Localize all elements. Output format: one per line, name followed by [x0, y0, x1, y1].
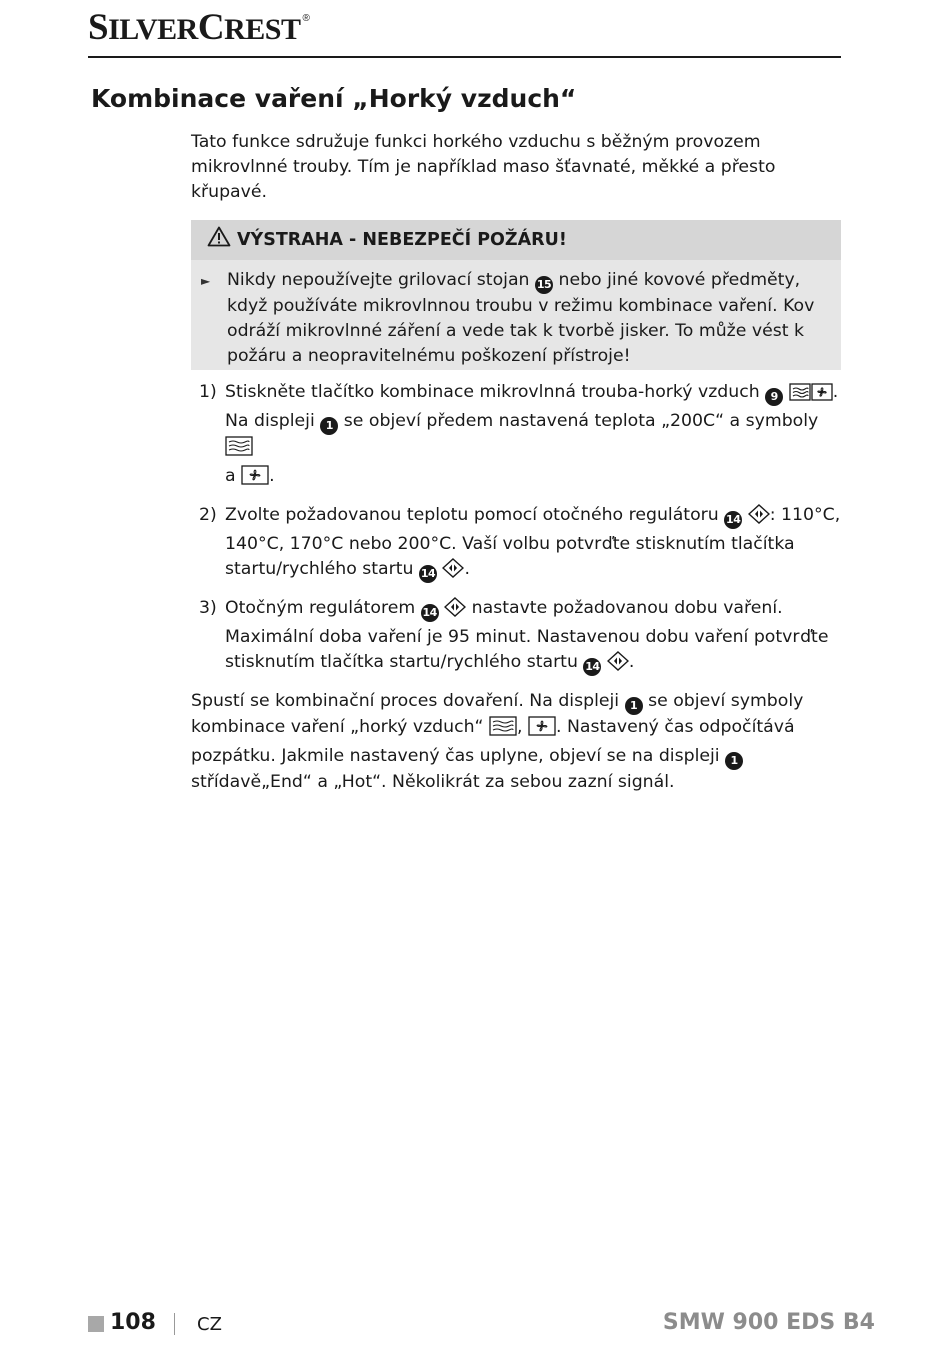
- warning-header: [191, 220, 841, 260]
- fan-icon: [811, 383, 833, 409]
- dial-icon: [748, 504, 770, 532]
- step-text: Otočným regulátorem 14 nastavte požadovanou dobu vaření. Maximální doba vaření je 95 minut. Nastavenou dobu vaření potvrďte stisknutím tlačítka startu/rychlého startu 14 .: [225, 596, 841, 679]
- step-number: 2): [199, 505, 217, 525]
- warning-title: VÝSTRAHA - NEBEZPEČÍ POŽÁRU!: [237, 229, 567, 250]
- ref-badge: 14: [421, 604, 439, 622]
- dial-icon: [442, 558, 464, 586]
- ref-badge: 9: [765, 388, 783, 406]
- list-item: [191, 596, 841, 679]
- brand-logo: SILVERCREST ®: [88, 7, 310, 48]
- microwave-wave-icon: [225, 436, 253, 464]
- fan-icon: [528, 716, 556, 744]
- language-code: CZ: [197, 1314, 222, 1335]
- header-rule: [88, 56, 841, 58]
- step-number: 1): [199, 382, 217, 402]
- footer-square: [88, 1316, 104, 1332]
- warning-text: Nikdy nepoužívejte grilovací stojan 15 nebo jiné kovové předměty, když používáte mikrovlnnou troubu v režimu kombinace vaření. Kov odráží mikrovlnné záření a vede tak k tvorbě jisker. To může vést k požáru a neopravitelnému poškození přístroje!: [227, 270, 815, 366]
- ref-badge: 1: [320, 417, 338, 435]
- step-text: Stiskněte tlačítko kombinace mikrovlnná trouba-horký vzduch 9 . Na displeji 1 se objeví předem nastavená teplota „200C“ a symboly a .: [225, 380, 841, 493]
- fan-icon: [241, 465, 269, 493]
- dial-icon: [444, 597, 466, 625]
- dial-icon: [607, 651, 629, 679]
- page-number: 108: [110, 1310, 156, 1335]
- ref-badge: 14: [419, 565, 437, 583]
- step-list: [191, 380, 841, 679]
- section-title: Kombinace vaření „Horký vzduch“: [91, 84, 577, 113]
- warning-body: [191, 260, 841, 370]
- outro-paragraph: Spustí se kombinační proces dovaření. Na displeji 1 se objeví symboly kombinace vaření „horký vzduch“ , . Nastavený čas odpočítává pozpátku. Jakmile nastavený čas uplyne, objeví se na displeji 1 střídavě„End“ a „Hot“. Několikrát za sebou zazní signál.: [191, 691, 804, 792]
- bullet-arrow-icon: ►: [201, 274, 211, 288]
- intro-paragraph: Tato funkce sdružuje funkci horkého vzduchu s běžným provozem mikrovlnné trouby. Tím je například maso šťavnaté, měkké a přesto křupavé.: [191, 132, 776, 202]
- ref-badge: 1: [725, 752, 743, 770]
- ref-badge: 15: [535, 276, 553, 294]
- ref-badge: 14: [724, 511, 742, 529]
- ref-badge: 14: [583, 658, 601, 676]
- footer-divider: [174, 1313, 175, 1335]
- content: [191, 130, 841, 795]
- step-text: Zvolte požadovanou teplotu pomocí otočného regulátoru 14 : 110°C, 140°C, 170°C nebo 200°C. Vaší volbu potvrďte stisknutím tlačítka startu/rychlého startu 14 .: [225, 503, 841, 586]
- warning-box: [191, 220, 841, 370]
- microwave-wave-icon: [489, 716, 517, 744]
- warning-triangle-icon: [207, 226, 237, 255]
- model-name: SMW 900 EDS B4: [662, 1310, 875, 1335]
- ref-badge: 1: [625, 697, 643, 715]
- microwave-wave-icon: [789, 383, 811, 409]
- step-number: 3): [199, 598, 217, 618]
- list-item: [191, 380, 841, 493]
- list-item: [191, 503, 841, 586]
